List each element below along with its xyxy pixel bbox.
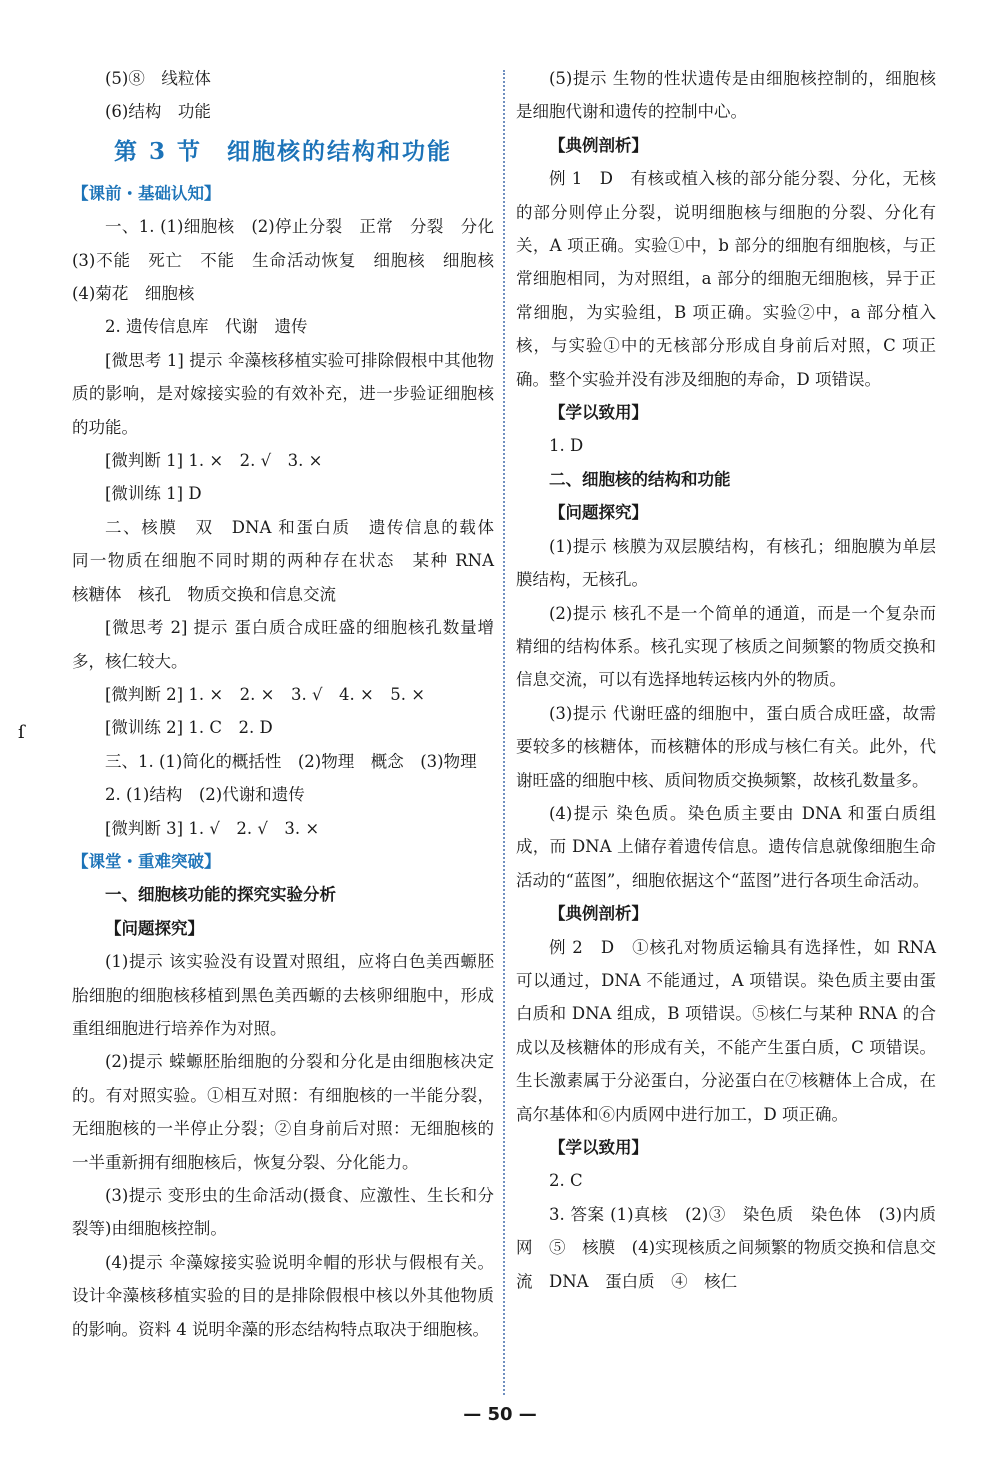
paragraph: [微思考 2] 提示 蛋白质合成旺盛的细胞核孔数量增多，核仁较大。 <box>72 618 494 671</box>
paragraph: [微训练 1] D <box>105 484 202 504</box>
paragraph: (4)提示 伞藻嫁接实验说明伞帽的形状与假根有关。设计伞藻核移植实验的目的是排除假根中核以外其他物质的影响。资料 4 说明伞藻的形态结构特点取决于细胞核。 <box>72 1252 494 1339</box>
paragraph: (2)提示 蝾螈胚胎细胞的分裂和分化是由细胞核决定的。有对照实验。①相互对照：有细胞核的一半能分裂，无细胞核的一半停止分裂；②自身前后对照：无细胞核的一半重新拥有细胞核后，恢复分裂、分化能力。 <box>72 1052 494 1172</box>
subheading: 【问题探究】 <box>549 503 648 523</box>
paragraph: 1. D <box>549 436 584 456</box>
paragraph: [微思考 1] 提示 伞藻核移植实验可排除假根中其他物质的影响，是对嫁接实验的有效补充，进一步验证细胞核的功能。 <box>72 350 494 437</box>
right-column <box>516 62 936 1298</box>
subheading: 二、细胞核的结构和功能 <box>549 469 731 489</box>
column-divider <box>503 70 505 1395</box>
paragraph: (3)提示 代谢旺盛的细胞中，蛋白质合成旺盛，故需要较多的核糖体，而核糖体的形成与核仁有关。此外，代谢旺盛的细胞中核、质间物质交换频繁，故核孔数量多。 <box>516 703 936 790</box>
paragraph: (1)提示 核膜为双层膜结构，有核孔；细胞膜为单层膜结构，无核孔。 <box>516 536 936 590</box>
subheading: 【典例剖析】 <box>549 904 648 924</box>
paragraph: 3. 答案 (1)真核 (2)③ 染色质 染色体 (3)内质网 ⑤ 核膜 (4)实现核质之间频繁的物质交换和信息交流 DNA 蛋白质 ④ 核仁 <box>516 1204 936 1291</box>
paragraph: [微判断 3] 1. √ 2. √ 3. × <box>105 818 320 838</box>
section-heading: 【课堂・重难突破】 <box>72 851 221 871</box>
section-heading: 【课前・基础认知】 <box>72 183 221 203</box>
page-number: — 50 — <box>463 1404 537 1425</box>
paragraph: 例 2 D ①核孔对物质运输具有选择性，如 RNA 可以通过，DNA 不能通过，A 项错误。染色质主要由蛋白质和 DNA 组成，B 项错误。⑤核仁与某种 RNA 的合成以及核糖体的形成有关，不能产生蛋白质，C 项错误。生长激素属于分泌蛋白，分泌蛋白在⑦核糖体上合成，在高尔基体和⑥内质网中进行加工，D 项正确。 <box>516 937 936 1124</box>
paragraph: (5)⑧ 线粒体 <box>105 69 211 88</box>
paragraph: 二、核膜 双 DNA 和蛋白质 遗传信息的载体 同一物质在细胞不同时期的两种存在状态 某种 RNA 核糖体 核孔 物质交换和信息交流 <box>72 517 511 604</box>
paragraph: (6)结构 功能 <box>105 102 211 122</box>
paragraph: [微判断 1] 1. × 2. √ 3. × <box>105 451 323 471</box>
subheading: 【学以致用】 <box>549 1138 648 1157</box>
paragraph: 一、1. (1)细胞核 (2)停止分裂 正常 分裂 分化 (3)不能 死亡 不能 生命活动恢复 细胞核 细胞核 (4)菊花 细胞核 <box>72 217 511 304</box>
paragraph: 2. 遗传信息库 代谢 遗传 <box>105 317 308 337</box>
left-column <box>72 62 511 1346</box>
paragraph: (5)提示 生物的性状遗传是由细胞核控制的，细胞核是细胞代谢和遗传的控制中心。 <box>516 69 936 122</box>
subheading: 【问题探究】 <box>105 918 204 938</box>
paragraph: (3)提示 变形虫的生命活动(摄食、应激性、生长和分裂等)由细胞核控制。 <box>72 1186 494 1239</box>
paragraph: 例 1 D 有核或植入核的部分能分裂、分化，无核的部分则停止分裂，说明细胞核与细胞的分裂、分化有关，A 项正确。实验①中，b 部分的细胞有细胞核，与正常细胞相同，为对照组，a 部分的细胞无细胞核，异于正常细胞，为实验组，B 项正确。实验②中，a 部分植入核，与实验①中的无核部分形成自身前后对照，C 项正确。整个实验并没有涉及细胞的寿命，D 项错误。 <box>516 169 936 389</box>
subheading: 【学以致用】 <box>549 403 648 423</box>
paragraph: (2)提示 核孔不是一个简单的通道，而是一个复杂而精细的结构体系。核孔实现了核质之间频繁的物质交换和信息交流，可以有选择地转运核内外的物质。 <box>516 603 936 690</box>
stray-mark: ſ <box>18 722 25 743</box>
paragraph: 2. C <box>549 1171 583 1191</box>
paragraph: [微判断 2] 1. × 2. × 3. √ 4. × 5. × <box>105 684 426 704</box>
paragraph: [微训练 2] 1. C 2. D <box>105 718 273 738</box>
paragraph: (1)提示 该实验没有设置对照组，应将白色美西螈胚胎细胞的细胞核移植到黑色美西螈的去核卵细胞中，形成重组细胞进行培养作为对照。 <box>72 952 494 1038</box>
paragraph: 三、1. (1)简化的概括性 (2)物理 概念 (3)物理 <box>105 751 477 771</box>
paragraph: 2. (1)结构 (2)代谢和遗传 <box>105 785 305 805</box>
section-title: 第 3 节 细胞核的结构和功能 <box>113 137 453 165</box>
subheading: 【典例剖析】 <box>549 135 648 155</box>
subheading: 一、细胞核功能的探究实验分析 <box>105 885 336 905</box>
paragraph: (4)提示 染色质。染色质主要由 DNA 和蛋白质组成，而 DNA 上储存着遗传信息。遗传信息就像细胞生命活动的“蓝图”，细胞依据这个“蓝图”进行各项生命活动。 <box>516 803 936 890</box>
